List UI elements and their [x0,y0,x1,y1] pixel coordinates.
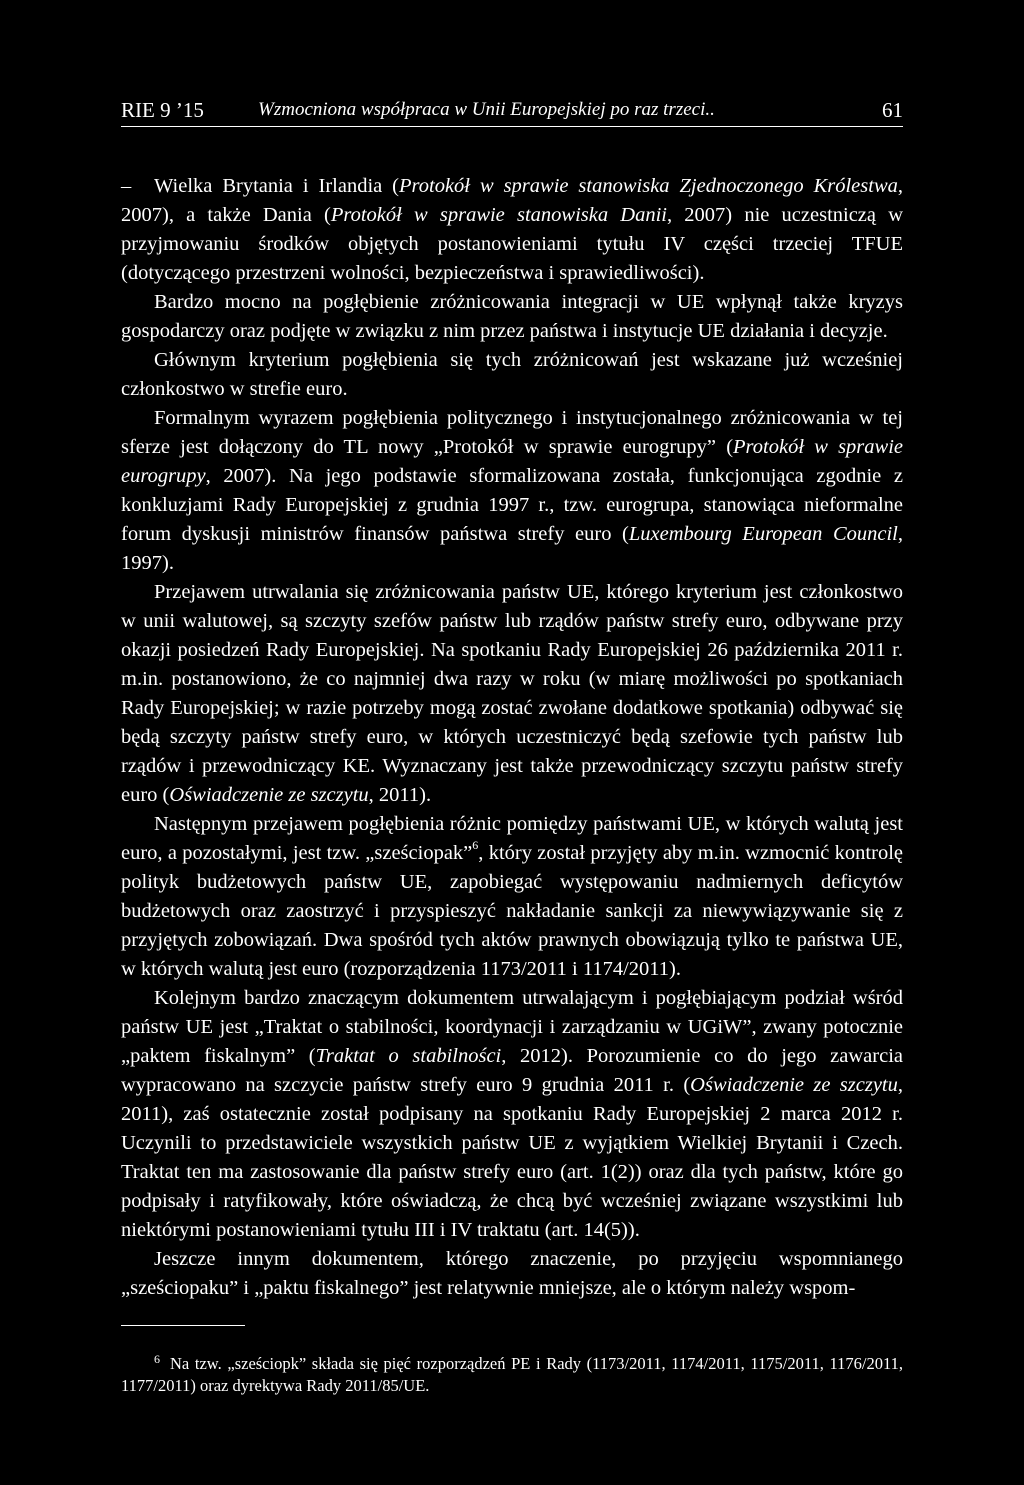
footnote-divider [121,1325,245,1326]
text-run: Następnym przejawem pogłębienia różnic pomiędzy państwami UE, w których walutą jest euro, a pozostałymi, jest tzw. „sześciopak” [121,813,903,864]
paragraph-7 [121,984,903,1245]
dash-bullet: – [121,175,132,197]
page-content [121,96,903,1397]
text-run: Wielka Brytania i Irlandia ( [154,175,400,197]
citation-italic: Traktat o stabilności [315,1045,502,1067]
footnote-text: Na tzw. „sześciopk” składa się pięć rozporządzeń PE i Rady (1173/2011, 1174/2011, 1175/2011, 1176/2011, 1177/2011) oraz dyrektywa Rady 2011/85/UE. [121,1354,903,1395]
citation-italic: Luxembourg European Council [628,523,898,545]
text-run: , 2011), zaś ostatecznie został podpisany na spotkaniu Rady Europejskiej 2 marca 2012 r. Uczynili to przedstawiciele wszystkich państw UE z wyjątkiem Wielkiej Brytanii i Czech. Traktat ten ma zastosowanie dla państw strefy euro (art. 1(2)) oraz dla tych państw, które go podpisały i ratyfikowały, które oświadczą, że chcą być wcześniej związane wszystkimi lub niektórymi postanowieniami tytułu III i IV traktatu (art. 14(5)). [121,1074,903,1241]
page-number: 61 [882,98,903,122]
paragraph-3: Głównym kryterium pogłębienia się tych zróżnicowań jest wskazane już wcześniej członkostwo w strefie euro. [121,349,903,400]
citation-italic: Oświadczenie ze szczytu [169,784,369,806]
text-run: , 2007). Na jego podstawie sformalizowana została, funkcjonująca zgodnie z konkluzjami Rady Europejskiej z grudnia 1997 r., tzw. eurogrupa, stanowiąca nieformalne forum dyskusji ministrów finansów państwa strefy euro ( [121,465,903,545]
text-run: , 2011). [368,784,432,806]
citation-italic: Protokół w sprawie stanowiska Danii [330,204,667,226]
running-title: Wzmocniona współpraca w Unii Europejskiej po raz trzeci.. [258,99,715,120]
paragraph-4 [121,404,903,578]
text-run: , 2007), a także Dania ( [121,175,903,226]
body-text [121,172,903,1303]
text-run: , 1997). [121,523,904,574]
text-run: , 2012). Porozumienie co do jego zawarcia wypracowano na szczycie państw strefy euro 9 grudnia 2011 r. ( [121,1045,903,1096]
footnote [121,1348,903,1397]
text-run: Kolejnym bardzo znaczącym dokumentem utrwalającym i pogłębiającym podział wśród państw UE jest „Traktat o stabilności, koordynacji i zarządzaniu w UGiW”, zwany potocznie „paktem fiskalnym” ( [121,987,903,1067]
running-header [121,96,903,127]
citation-italic: Protokół w sprawie eurogrupy [121,436,904,487]
text-run: Przejawem utrwalania się zróżnicowania państw UE, którego kryterium jest członkostwo w unii walutowej, są szczyty szefów państw lub rządów państw strefy euro, odbywane przy okazji posiedzeń Rady Europejskiej. Na spotkaniu Rady Europejskiej 26 października 2011 r. m.in. postanowiono, że co najmniej dwa razy w roku (w miarę możliwości po spotkaniach Rady Europejskiej; w razie potrzeby mogą zostać zwołane dodatkowe spotkania) odbywać się będą szczyty państw strefy euro, w których uczestniczyć będą szefowie tych państw lub rządów i przewodniczący KE. Wyznaczany jest także przewodniczący szczytu państw strefy euro ( [121,581,903,806]
citation-italic: Oświadczenie ze szczytu [690,1074,898,1096]
paragraph-2: Bardzo mocno na pogłębienie zróżnicowania integracji w UE wpłynął także kryzys gospodarczy oraz podjęte w związku z nim przez państwa i instytucje UE działania i decyzje. [121,291,903,342]
paragraph-5 [121,578,903,810]
text-run: , który został przyjęty aby m.in. wzmocnić kontrolę polityk budżetowych państw UE, zapobiegać występowaniu nadmiernych deficytów budżetowych oraz zaostrzyć i przyspieszyć nakładanie sankcji za niewywiązywanie się z przyjętych zobowiązań. Dwa spośród tych aktów prawnych obowiązują tylko te państwa UE, w których walutą jest euro (rozporządzenia 1173/2011 i 1174/2011). [121,842,903,980]
text-run: Formalnym wyrazem pogłębienia politycznego i instytucjonalnego zróżnicowania w tej sferze jest dołączony do TL nowy „Protokół w sprawie eurogrupy” ( [121,407,903,458]
journal-issue: RIE 9 ’15 [121,98,204,122]
paragraph-8: Jeszcze innym dokumentem, którego znaczenie, po przyjęciu wspomnianego „sześciopaku” i „paktu fiskalnego” jest relatywnie mniejsze, ale o którym należy wspom- [121,1248,903,1299]
citation-italic: Protokół w sprawie stanowiska Zjednoczonego Królestwa [399,175,898,197]
footnote-number: 6 [154,1352,160,1366]
footnote-reference[interactable]: 6 [472,838,479,853]
text-run: , 2007) nie uczestniczą w przyjmowaniu środków objętych postanowieniami tytułu IV części trzeciej TFUE (dotyczącego przestrzeni wolności, bezpieczeństwa i sprawiedliwości). [121,204,904,284]
paragraph-6 [121,810,903,984]
paragraph-1 [121,172,903,288]
